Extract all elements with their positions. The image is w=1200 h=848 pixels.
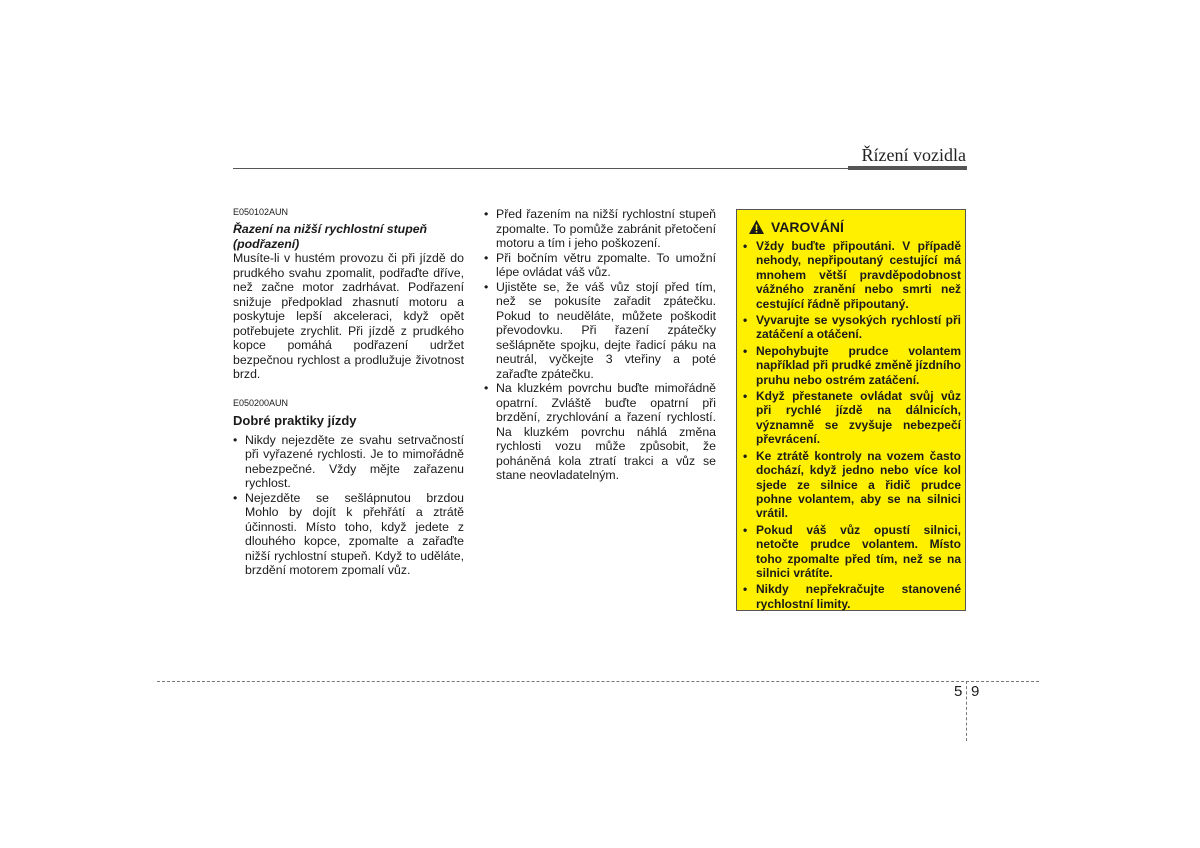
warning-item: • Když přestanete ovládat svůj vůz při rychlé jízdě na dálnicích, významně se zvyšuje nebezpečí převrácení. (743, 389, 961, 447)
warning-triangle-icon (748, 219, 765, 235)
list-item: • Na kluzkém povrchu buďte mimořádně opatrní. Zvláště buďte opatrní při brzdění, zrychlování a řazení rychlostí. Na kluzkém povrchu náhlá změna rychlosti vozu může způsobit, že poháněná kola ztratí trakci a vůz se stane neovladatelným. (484, 381, 716, 483)
bullet-list (233, 433, 464, 578)
list-item: • Ujistěte se, že váš vůz stojí před tím, než se pokusíte zařadit zpátečku. Pokud to neuděláte, můžete poškodit převodovku. Při řazení zpátečky sešlápněte spojku, dejte řadicí páku na neutrál, vyčkejte 3 vteřiny a poté zařaďte zpátečku. (484, 280, 716, 382)
warning-box (736, 209, 966, 611)
list-item: • Při bočním větru zpomalte. To umožní lépe ovládat váš vůz. (484, 251, 716, 280)
page-title: Řízení vozidla (861, 145, 966, 165)
warning-item: • Ke ztrátě kontroly na vozem často dochází, když jedno nebo více kol sjede ze silnice a řidič prudce pohne volantem, aby se na silnici vrátil. (743, 449, 961, 521)
left-column (233, 207, 464, 578)
bullet-list (484, 207, 716, 483)
section-number: 5 (954, 683, 963, 700)
section-code: E050200AUN (233, 397, 289, 408)
page-number: 9 (971, 683, 980, 700)
section-code: E050102AUN (233, 207, 289, 217)
warning-item: • Pokud váš vůz opustí silnici, netočte prudce volantem. Místo toho zpomalte před tím, než se na silnici vrátíte. (743, 523, 961, 581)
header-divider-accent (848, 166, 967, 170)
footer-page-separator (966, 681, 967, 741)
section-heading: Dobré praktiky jízdy (233, 412, 357, 428)
list-item: • Nikdy nejezděte ze svahu setrvačností při vyřazené rychlosti. Je to mimořádně nebezpečné. Vždy mějte zařazenu rychlost. (233, 433, 464, 491)
list-item: • Nejezděte se sešlápnutou brzdou Mohlo by dojít k přehřátí a ztrátě účinnosti. Místo toho, když jedete z dlouhého kopce, zpomalte a zařaďte nižší rychlostní stupeň. Když to uděláte, brzdění motorem zpomalí vůz. (233, 491, 464, 578)
warning-list (743, 239, 961, 613)
warning-item: • Vyvarujte se vysokých rychlostí při zatáčení a otáčení. (743, 313, 961, 342)
list-item: • Před řazením na nižší rychlostní stupeň zpomalte. To pomůže zabránit přetočení motoru a tím i jeho poškození. (484, 207, 716, 251)
warning-item: • Nepohybujte prudce volantem například při prudké změně jízdního pruhu nebo ostrém zatáčení. (743, 344, 961, 387)
warning-header (748, 219, 844, 235)
warning-title: VAROVÁNÍ (771, 219, 844, 235)
section-heading: Řazení na nižší rychlostní stupeň (podřazení) (233, 222, 428, 251)
warning-item: • Vždy buďte připoutáni. V případě nehody, nepřipoutaný cestující má mnohem větší pravděpodobnost vážného zranění nebo smrti než cestující řádně připoutaný. (743, 239, 961, 311)
paragraph: Musíte-li v hustém provozu či při jízdě do prudkého svahu zpomalit, podřaďte dříve, než začne motor zadrhávat. Podřazení snižuje předpoklad zhasnutí motoru a poskytuje lepší akceleraci, když opět potřebujete zrychlit. Při jízdě z prudkého kopce pomáhá podřazení udržet bezpečnou rychlost a prodlužuje životnost brzd. (233, 251, 464, 381)
middle-column (484, 207, 716, 483)
header-divider (233, 168, 848, 169)
warning-item: • Nikdy nepřekračujte stanovené rychlostní limity. (743, 582, 961, 611)
footer-divider (157, 681, 1039, 682)
